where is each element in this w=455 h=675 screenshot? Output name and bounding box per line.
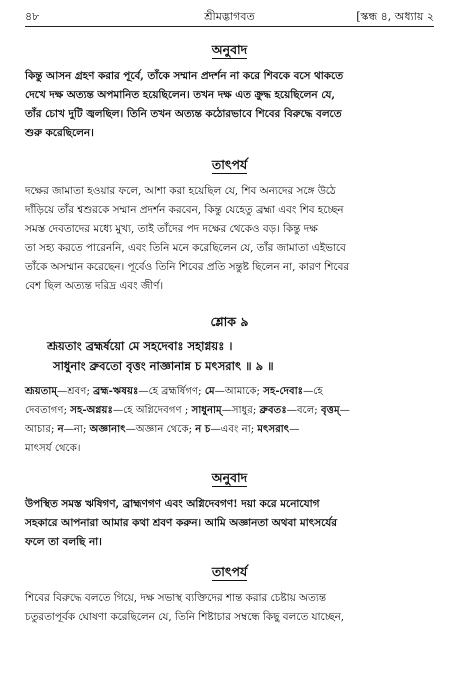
text-line: শিবের বিরুদ্ধে বলতে গিয়ে, দক্ষ সভাস্থ ব্যক্তিদের শান্ত করার চেষ্টায় অত্যন্ত: [25, 592, 327, 604]
text-line: বেশ ছিল অত্যন্ত দরিদ্র এবং জীর্ণ।: [25, 280, 164, 292]
synonyms-line: শ্রূয়তাম্—শ্রবণ; ব্রহ্ম-ঋষয়ঃ—হে ব্রহ্মর্ষিগণ; মে—আমাকে; সহ-দেবাঃ—হে: [25, 385, 323, 397]
purport-text: [25, 589, 434, 627]
chapter-reference: [স্কন্ধ ৪, অধ্যায় ২: [356, 10, 434, 23]
text-line: সমস্ত দেবতাদের মধ্যে মুখ্য, তাই তাঁদের পদ দক্ষের থেকেও বড়। কিন্তু দক্ষ: [25, 223, 318, 235]
verse-line: সাধুনাং ব্রুবতো বৃত্তং নাজ্ঞানান্ন চ মৎসরাৎ ॥ ৯ ॥: [53, 359, 274, 373]
translation-heading: অনুবাদ: [211, 42, 248, 57]
synonyms-line: মাৎসর্য থেকে।: [25, 443, 81, 454]
synonyms-line: আচার; ন—না; অজ্ঞানাৎ—অজ্ঞান থেকে; ন চ—এবং না; মৎসরাৎ—: [25, 423, 300, 435]
book-title: শ্রীমদ্ভাগবত: [204, 10, 255, 23]
text-line: সহকারে আপনারা আমার কথা শ্রবণ করুন। আমি অজ্ঞানতা অথবা মাৎসর্যের: [25, 517, 338, 529]
running-header: [25, 6, 434, 26]
text-line: তাঁকে অসম্মান করেছেন। পূর্বেও তিনি শিবের প্রতি সন্তুষ্ট ছিলেন না, কারণ শিবের: [25, 261, 350, 273]
text-line: চতুরতাপূর্বক ঘোষণা করেছিলেন যে, তিনি শিষ্টাচার সম্বন্ধে কিছু বলতে যাচ্ছেন,: [25, 611, 345, 623]
verse-heading: শ্লোক ৯: [210, 314, 249, 329]
text-line: উপস্থিত সমস্ত ঋষিগণ, ব্রাহ্মণগণ এবং অগ্নিদেবগণ! দয়া করে মনোযোগ: [25, 498, 320, 510]
text-line: দক্ষের জামাতা হওয়ার ফলে, আশা করা হয়েছিল যে, শিব অন্যদের সঙ্গে উঠে: [25, 185, 336, 197]
text-line: শুরু করেছিলেন।: [25, 127, 94, 139]
page-number: ৪৮: [25, 10, 40, 23]
purport-text: [25, 182, 434, 296]
synonyms-line: দেবতাগণ; সহ-অগ্নয়ঃ—হে অগ্নিদেবগণ ; সাধুনাম্—সাধুর; ব্রুবতঃ—বলে; বৃত্তম্—: [25, 404, 350, 416]
text-line: কিন্তু আসন গ্রহণ করার পূর্বে, তাঁকে সম্মান প্রদর্শন না করে শিবকে বসে থাকতে: [25, 70, 344, 82]
synonyms-block: [25, 382, 434, 458]
verse-text: [25, 336, 434, 376]
page-body: [25, 32, 434, 627]
translation-text: [25, 495, 434, 552]
text-line: তা সহ্য করতে পারেননি, এবং তিনি মনে করেছিলেন যে, তাঁর জামাতা এইভাবে: [25, 242, 346, 254]
text-line: তাঁর চোখ দুটি জ্বলছিল। তিনি তখন অত্যন্ত কঠোরভাবে শিবের বিরুদ্ধে বলতে: [25, 108, 342, 120]
text-line: দাঁড়িয়ে তাঁর শ্বশুরকে সম্মান প্রদর্শন করবেন, কিন্তু যেহেতু ব্রহ্মা এবং শিব হচ্ছেন: [25, 204, 344, 216]
header-rule: [25, 26, 434, 27]
text-line: ফলে তা বলছি না।: [25, 536, 102, 548]
purport-heading: তাৎপর্য: [211, 157, 248, 172]
text-line: দেখে দক্ষ অত্যন্ত অপমানিত হয়েছিলেন। তখন দক্ষ এত ক্রুদ্ধ হয়েছিলেন যে,: [25, 89, 336, 101]
verse-line: শ্রূয়তাং ব্রহ্মর্ষয়ো মে সহদেবাঃ সহাগ্নয়ঃ ।: [47, 339, 233, 353]
purport-heading: তাৎপর্য: [211, 564, 248, 579]
translation-text: [25, 67, 434, 143]
translation-heading: অনুবাদ: [211, 470, 248, 485]
